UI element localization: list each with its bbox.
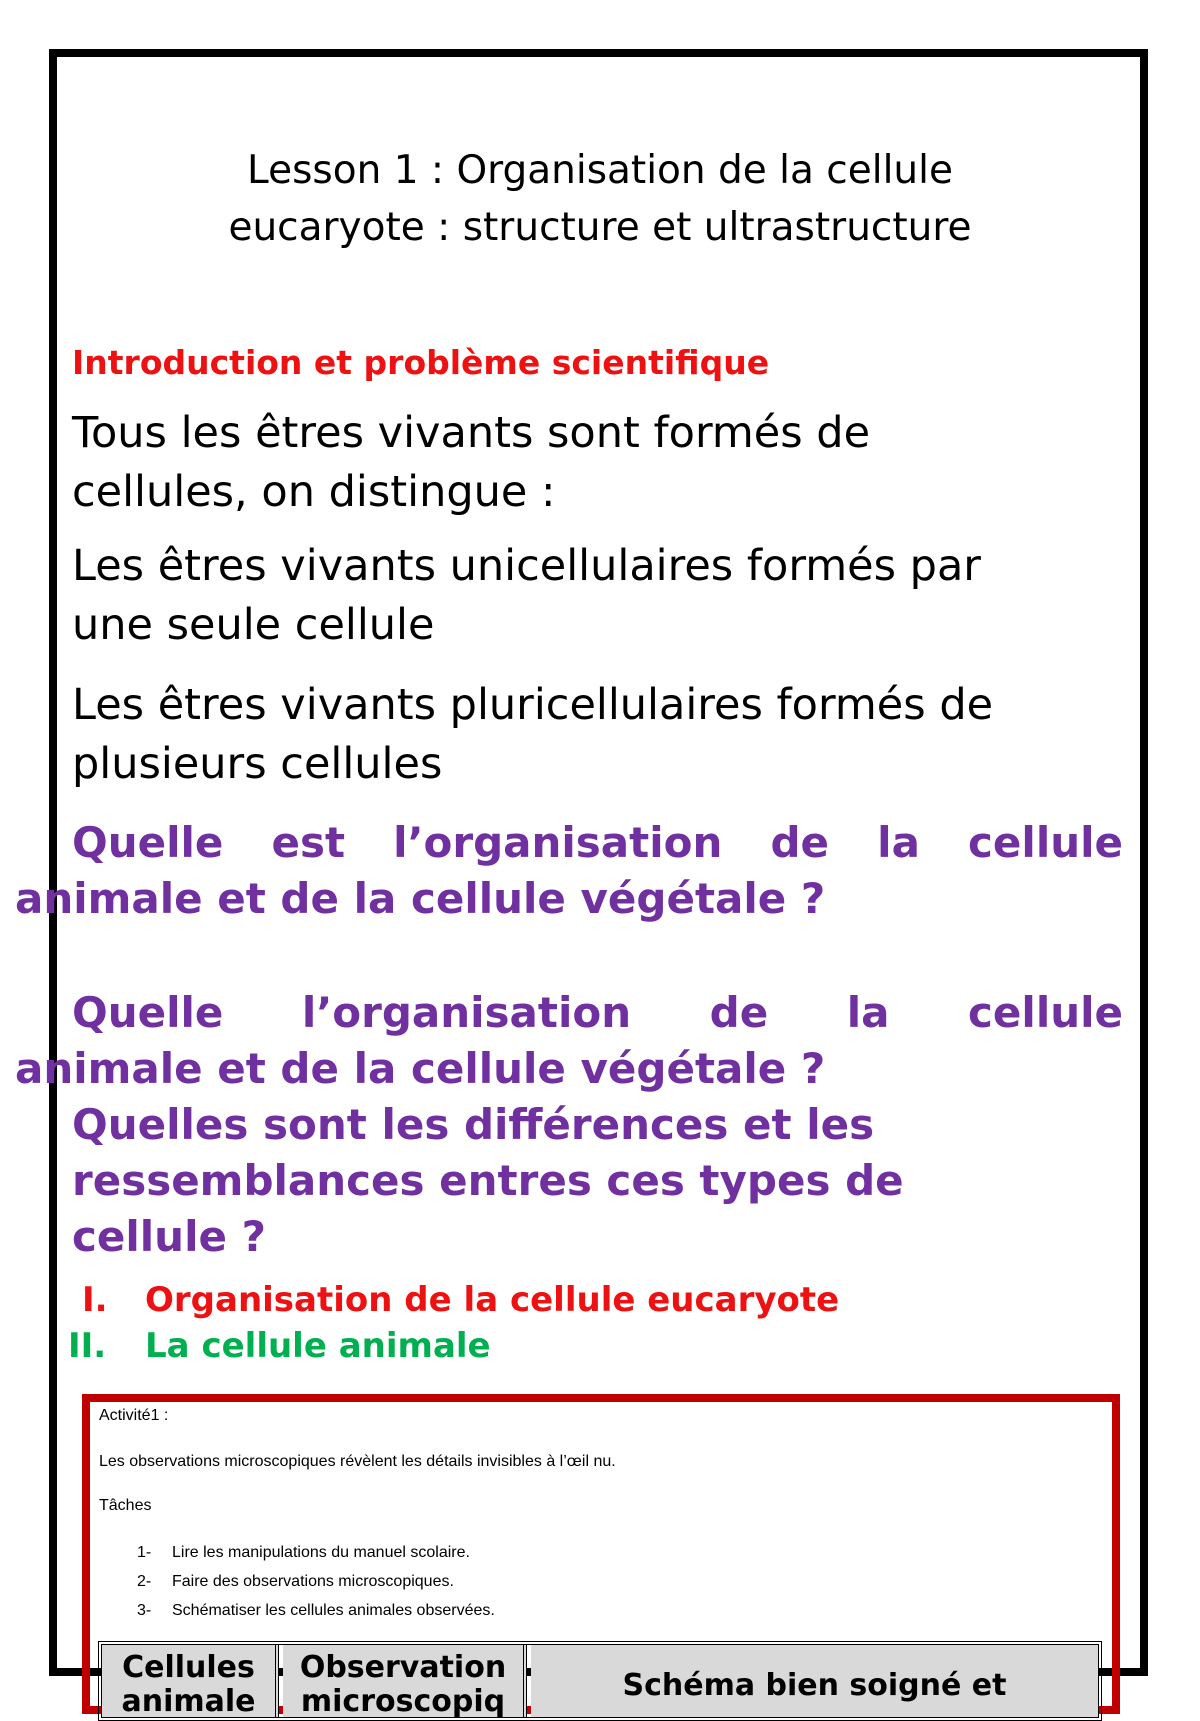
task-text: Schématiser les cellules animales observées. <box>172 1602 495 1619</box>
paragraph-1 <box>72 404 1132 522</box>
question-3-line-2: ressemblances entres ces types de <box>72 1156 904 1205</box>
table-header-cell: Cellules animale <box>102 1645 279 1717</box>
lesson-title <box>70 142 1130 256</box>
question-2-line-1: Quelle l’organisation de la cellule <box>72 988 1123 1037</box>
tasks-label: Tâches <box>99 1497 152 1514</box>
activity-label: Activité1 : <box>99 1407 169 1424</box>
task-number: 1- <box>137 1544 152 1561</box>
paragraph-2-line-1: Les êtres vivants unicellulaires formés par <box>72 541 981 591</box>
question-2-line-2: animale et de la cellule végétale ? <box>15 1044 826 1093</box>
task-number: 2- <box>137 1573 152 1590</box>
question-1-line-2: animale et de la cellule végétale ? <box>15 874 826 923</box>
section-1-number: I. <box>82 1280 108 1320</box>
table-header-cell: Observation microscopiq <box>283 1645 527 1717</box>
task-text: Lire les manipulations du manuel scolaire. <box>172 1544 470 1561</box>
section-2-number: II. <box>68 1326 107 1366</box>
paragraph-2-line-2: une seule cellule <box>72 600 435 650</box>
question-2 <box>15 985 1123 1097</box>
paragraph-3-line-2: plusieurs cellules <box>72 739 443 789</box>
task-item <box>137 1544 470 1562</box>
task-item <box>137 1573 454 1591</box>
question-1 <box>15 815 1123 927</box>
task-item <box>137 1602 495 1620</box>
paragraph-1-line-1: Tous les êtres vivants sont formés de <box>72 408 871 458</box>
question-3 <box>72 1097 1132 1265</box>
activity-intro: Les observations microscopiques révèlent les détails invisibles à l’œil nu. <box>99 1453 616 1470</box>
section-1-title: Organisation de la cellule eucaryote <box>145 1280 840 1320</box>
task-number: 3- <box>137 1602 152 1619</box>
paragraph-3 <box>72 676 1132 794</box>
title-line-2: eucaryote : structure et ultrastructure <box>228 205 972 250</box>
task-text: Faire des observations microscopiques. <box>172 1573 454 1590</box>
title-line-1: Lesson 1 : Organisation de la cellule <box>247 148 953 193</box>
table-header-cell: Schéma bien soigné et <box>531 1645 1098 1717</box>
question-1-line-1: Quelle est l’organisation de la cellule <box>72 818 1123 867</box>
observation-table <box>98 1641 1102 1721</box>
paragraph-2 <box>72 537 1132 655</box>
paragraph-3-line-1: Les êtres vivants pluricellulaires formés de <box>72 680 994 730</box>
paragraph-1-line-2: cellules, on distingue : <box>72 467 556 517</box>
question-3-line-3: cellule ? <box>72 1212 266 1261</box>
intro-heading: Introduction et problème scientifique <box>72 343 770 382</box>
question-3-line-1: Quelles sont les différences et les <box>72 1100 875 1149</box>
section-2-title: La cellule animale <box>145 1326 491 1366</box>
